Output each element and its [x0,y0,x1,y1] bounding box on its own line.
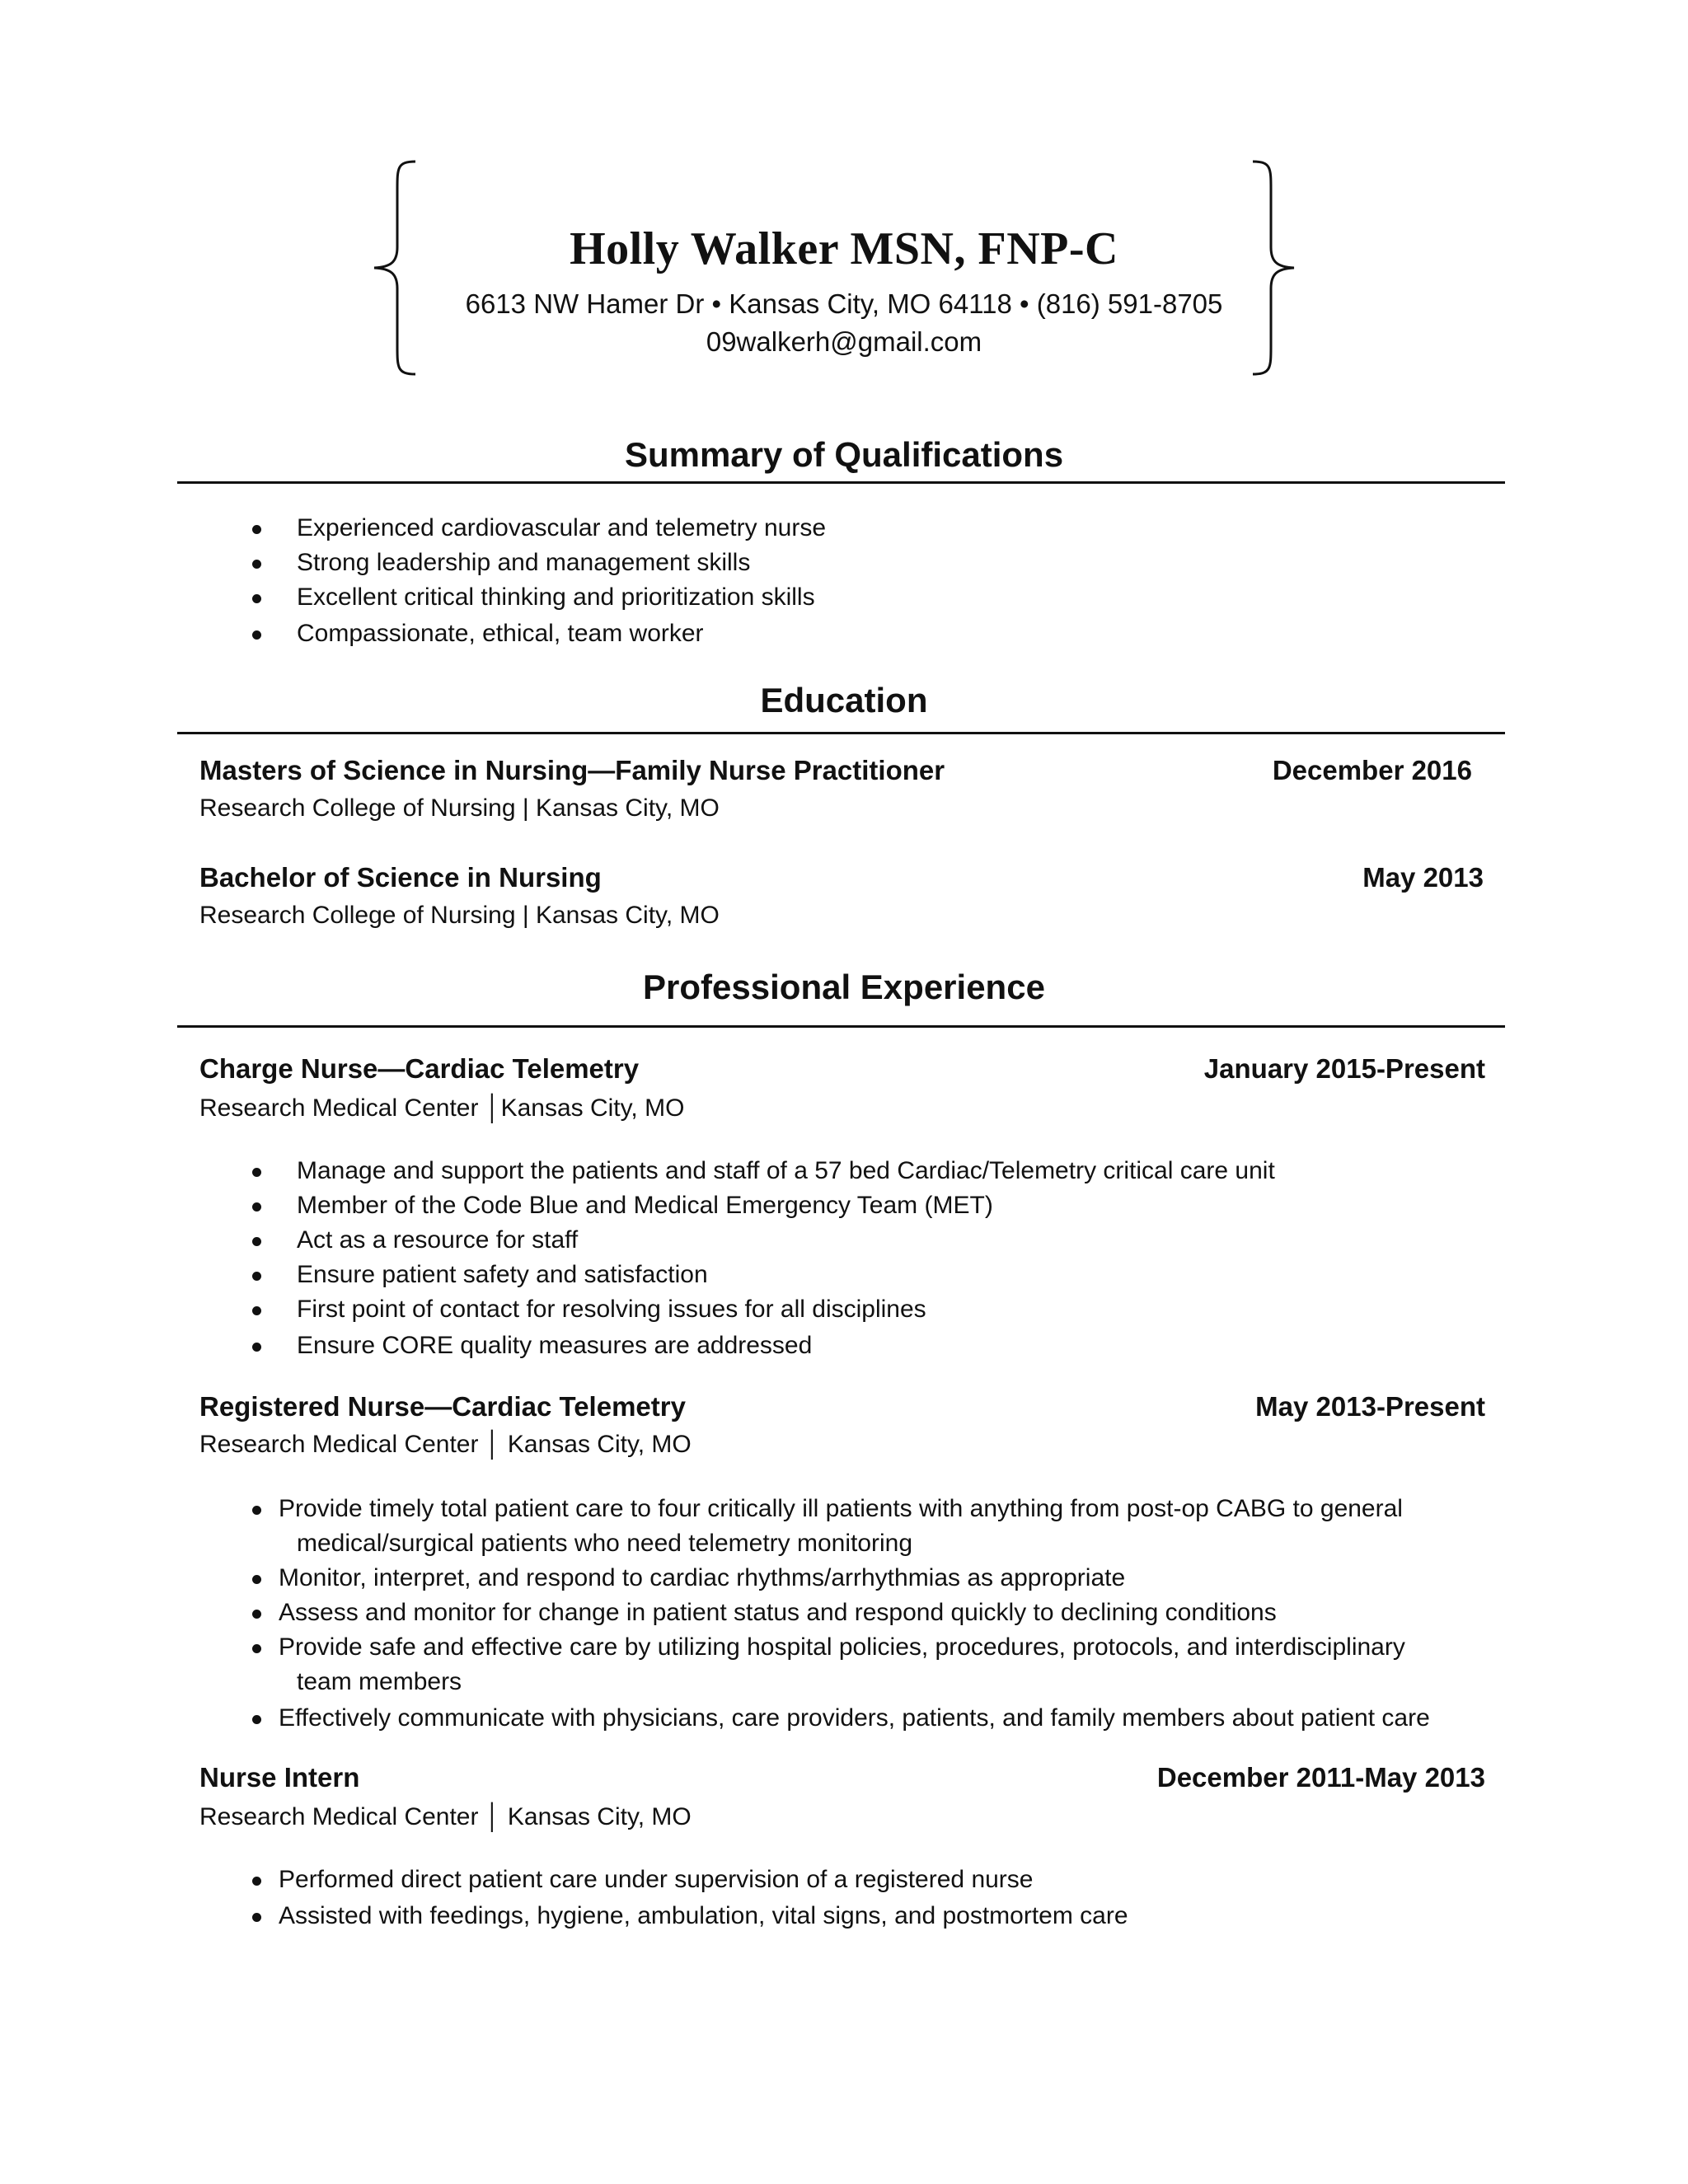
section-divider [177,1025,1505,1028]
education-school: Research College of Nursing | Kansas City, MO [199,902,720,929]
candidate-name: Holly Walker MSN, FNP-C [570,223,1118,274]
summary-item: Experienced cardiovascular and telemetry nurse [297,514,826,542]
job-duty: Assess and monitor for change in patient status and respond quickly to declining conditions [279,1599,1277,1627]
section-divider [177,732,1505,734]
bullet-icon [252,1575,261,1584]
contact-address-phone: 6613 NW Hamer Dr • Kansas City, MO 64118 • (816) 591-8705 [465,288,1223,319]
job-duty: Provide timely total patient care to four critically ill patients with anything from post-op CABG to general [279,1495,1403,1523]
bullet-icon [252,1272,261,1281]
section-title-education: Education [760,681,928,719]
education-date: December 2016 [1272,755,1472,785]
job-duty-continuation: team members [297,1668,462,1695]
bullet-icon [252,1877,261,1886]
section-title-experience: Professional Experience [643,968,1045,1006]
job-employer: Research Medical Center │ Kansas City, MO [199,1431,692,1458]
job-date: May 2013-Present [1255,1391,1485,1422]
bullet-icon [252,560,261,569]
job-duty: Monitor, interpret, and respond to cardiac rhythms/arrhythmias as appropriate [279,1564,1125,1592]
job-duty: Effectively communicate with physicians, care providers, patients, and family members about patient care [279,1704,1430,1732]
job-duty: Performed direct patient care under supervision of a registered nurse [279,1866,1033,1894]
bullet-icon [252,630,261,640]
job-duty: Member of the Code Blue and Medical Emergency Team (MET) [297,1192,993,1220]
job-duty: Ensure patient safety and satisfaction [297,1261,708,1289]
bullet-icon [252,1237,261,1246]
bullet-icon [252,1610,261,1619]
job-duty: First point of contact for resolving issues for all disciplines [297,1296,926,1324]
summary-item: Excellent critical thinking and prioritization skills [297,583,815,612]
job-duty: Manage and support the patients and staff of a 57 bed Cardiac/Telemetry critical care unit [297,1157,1275,1185]
education-date: May 2013 [1362,862,1484,893]
bullet-icon [252,1644,261,1653]
bullet-icon [252,594,261,603]
bullet-icon [252,1506,261,1515]
job-duty: Provide safe and effective care by utilizing hospital policies, procedures, protocols, and interdisciplinary [279,1633,1405,1661]
job-duty: Assisted with feedings, hygiene, ambulation, vital signs, and postmortem care [279,1902,1128,1930]
job-role: Registered Nurse—Cardiac Telemetry [199,1391,686,1422]
bullet-icon [252,1715,261,1724]
education-degree: Masters of Science in Nursing—Family Nurse Practitioner [199,755,945,785]
job-date: January 2015-Present [1203,1053,1485,1084]
bullet-icon [252,1343,261,1352]
education-school: Research College of Nursing | Kansas City, MO [199,794,720,822]
bullet-icon [252,1202,261,1212]
job-duty-continuation: medical/surgical patients who need telemetry monitoring [297,1530,913,1557]
job-role: Charge Nurse—Cardiac Telemetry [199,1053,640,1084]
summary-item: Compassionate, ethical, team worker [297,620,704,648]
bullet-icon [252,525,261,534]
job-employer: Research Medical Center │ Kansas City, MO [199,1803,692,1830]
bullet-icon [252,1168,261,1177]
education-degree: Bachelor of Science in Nursing [199,862,602,893]
bullet-icon [252,1913,261,1922]
job-date: December 2011-May 2013 [1156,1762,1485,1793]
section-title-summary: Summary of Qualifications [624,435,1064,474]
job-duty: Ensure CORE quality measures are addressed [297,1332,812,1360]
contact-email: 09walkerh@gmail.com [706,326,982,357]
job-duty: Act as a resource for staff [297,1226,578,1254]
bullet-icon [252,1306,261,1315]
section-divider [177,481,1505,484]
summary-item: Strong leadership and management skills [297,549,750,577]
job-role: Nurse Intern [199,1762,360,1793]
job-employer: Research Medical Center │Kansas City, MO [199,1094,685,1122]
